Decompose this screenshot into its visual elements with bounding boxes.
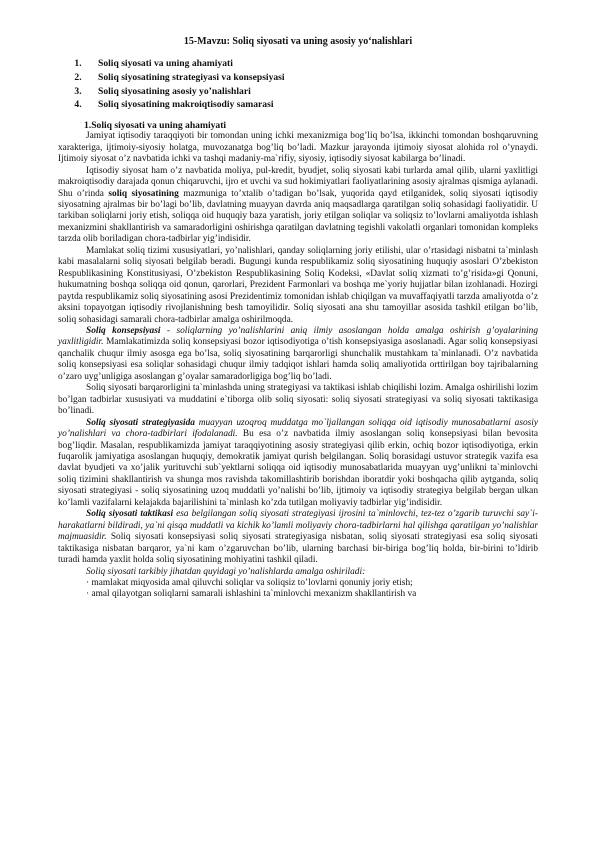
paragraph-3: Mamlakat soliq tizimi xususiyatlari, yo’nalishlari, qanday soliqlarning joriy etilishi, ular o’rtasidagi nisbatni ta`minlash kabi masalalarni soliq siyosati belgilab beradi. Bugungi kunda respublikamiz soliq siyosatining huquqiy asoslari O’zbekiston Respublikasining Konstitusiyasi, O’zbekiston Respublikasining Soliq Kodeksi, «Davlat soliq xizmati to’g’risida»gi Qonuni, hukumatning boshqa soliqqa oid qonun, qarorlari, Prezident Farmonlari va boshqa me`yoriy hujjatlar bilan izohlanadi. Hozirgi paytda respublikamiz soliq siyosatining asosi Prezidentimiz tomonidan ishlab chiqilgan va muvaffaqiyatli tarzda amaliyotda o’z aksini topayotgan iqtisodiy rivojlanishning besh tamoyilidir. Soliq siyosati ana shu tamoyillar asosida tashkil etilgan bo’lib, soliq sohasidagi samarali chora-tadbirlar amalga oshirilmoqda.	[58, 245, 538, 325]
section-heading: 1.Soliq siyosati va uning ahamiyati	[84, 119, 227, 131]
paragraph-6	[58, 418, 538, 510]
bullet-item: · mamlakat miqyosida amal qiluvchi soliqlar va soliqsiz to’lovlarni qonuniy joriy etish;	[86, 577, 413, 588]
paragraph-8: Soliq siyosati tarkibiy jihatdan quyidagi yo’nalishlarda amalga oshiriladi:	[86, 566, 366, 577]
outline-item: 4. Soliq siyosatining makroiqtisodiy samarasi	[84, 98, 538, 112]
topic-outline	[58, 57, 538, 111]
definition-soliq-konsepsiyasi: - soliqlarning yo’nalishlarini aniq ilmiy asoslangan holda amalga oshirish g’oyalarining yaxlitligidir.	[58, 325, 538, 348]
outline-item: 1. Soliq siyosati va uning ahamiyati	[84, 57, 538, 71]
definition-taktika: esa belgilangan soliq siyosati strategiyasi ijrosini ta`minlovchi, tez-tez o’zgarib turuvchi say`i-harakatlarni bildiradi, ya`ni qisqa muddatli va kichik ko’lamli moliyaviy chora-tadbirlarni hal qilishga qaratilgan yo’nalishlar majmuasidir.	[58, 509, 538, 543]
paragraph-2-term: soliq siyosatining	[108, 188, 179, 199]
paragraph-2-text-a: Iqtisodiy siyosat ham o’z navbatida moliya, pul-kredit, byudjet, soliq siyosati kabi turlarda amal qilib, ularni yaxlitligi makroiqtisodiy darajada qonun chiqaruvchi, ijro et uvchi va sud hokimiyatlari faoliyatlarining asosiy ajralmas qismiga aylanadi. Shu o’rinda	[58, 165, 538, 199]
document-page	[58, 36, 538, 601]
paragraph-2-text-b: mazmuniga to’xtalib o’tadigan bo’lsak, yuqorida qayd etilganidek, soliq siyosati iqtisodiy siyosatning ajralmas bir bo’lagi bo’lib, davlatning muayyan davrda aniq maqsadlarga qaratilgan soliq sohasidagi faoliyatidir. U tarkiban soliqlarni joriy etish, soliqqa oid huquqiy baza yaratish, joriy etilgan soliqlar va soliqsiz to’lovlarni amaliyotda ishlash mexanizmini shakllantirish va samaradorligini oshirishga qaratilgan davlatning tegishli vakolatli organlari tomonidan kompleks tarzda olib boriladigan chora-tadbirlar yig’indisidir.	[58, 188, 538, 245]
paragraph-1: Jamiyat iqtisodiy taraqqiyoti bir tomondan uning ichki mexanizmiga bog’liq bo’lsa, ikkinchi tomondan boshqaruvning xarakteriga, ijtimoiy-siyosiy holatga, muvozanatga bog’liq bo’ladi. Mazkur jarayonda ijtimoiy siyosat alohida rol o’ynaydi. Ijtimoiy siyosat o’z navbatida ichki va tashqi madaniy-ma`rifiy, siyosiy, iqtisodiy siyosat kabilarga bo’linadi.	[58, 131, 538, 165]
paragraph-6-text: Bu esa o’z navbatida ilmiy asoslangan soliq konsepsiyasi bilan bevosita bog’liqdir. Masalan, respublikamizda jamiyat taraqqiyotining asosiy strategiyasi qilib erkin, ochiq bozor iqtisodiyotiga, erkin fuqarolik jamiyatiga asoslangan huquqiy, demokratik jamiyat qurish belgilangan. Soliq borasidagi ustuvor strategik vazifa esa davlat byudjeti va xo’jalik yurituvchi sub`yektlarni soliqqa oid iqtisodiy munosabatlarida muayyan uyg’unlikni ta`minlovchi soliq tizimini shakllantirish va shunga mos ravishda takomillashtirib borishdan iboratdir yoki boshqacha qilib aytganda, soliq siyosati strategiyasi - soliq siyosatining uzoq muddatli yo’nalishi bo’lib, ijtimoiy va iqtisodiy strategiya belgilab bergan ulkan ko’lamli vazifalarni kelajakda bajarilishini ta`minlash ko’zda tutilgan moliyaviy tadbirlar yig’indisidir.	[58, 429, 539, 508]
term-strategiya: Soliq siyosati strategiyasida	[86, 417, 195, 428]
paragraph-5: Soliq siyosati barqarorligini ta`minlashda uning strategiyasi va taktikasi ishlab chiqilishi lozim. Amalga oshirilishi lozim bo’lgan tadbirlar xususiyati va muddatini e`tiborga olib soliq siyosati: soliq siyosati strategiyasi va soliq siyosati taktikasiga bo’linadi.	[58, 383, 538, 417]
paragraph-4	[58, 326, 538, 383]
definition-strategiya: muayyan uzoqroq muddatga mo`ljallangan soliqqa oid iqtisodiy munosabatlarni asosiy yo’nalishlari va chora-tadbirlari ifodalanadi.	[58, 417, 539, 440]
term-taktika: Soliq siyosati taktikasi	[86, 509, 174, 520]
bullet-item: · amal qilayotgan soliqlarni samarali ishlashini ta`minlovchi mexanizm shakllantirish va	[86, 589, 417, 600]
term-soliq-konsepsiyasi: Soliq konsepsiyasi	[86, 325, 161, 336]
paragraph-7-text: Soliq siyosati konsepsiyasi soliq siyosati strategiyasiga nisbatan, soliq siyosati strategiyasi esa soliq siyosati taktikasiga nisbatan barqaror, ya`ni kam o’zgaruvchan bo’lib, ularning barchasi bir-biriga bog’liq holda, bir-birini to’ldirib turadi hamda yaxlit holda soliq siyosatining mohiyatini tashkil qiladi.	[58, 532, 538, 566]
paragraph-4-text: Mamlakatimizda soliq konsepsiyasi bozor iqtisodiyotiga o’tish konsepsiyasiga asoslanadi. Agar soliq konsepsiyasi qanchalik chuqur ilmiy asosga ega bo’lsa, soliq siyosatining barqarorligi shunchalik mustahkam ta`minlanadi. O’z navbatida soliq konsepsiyasi esa soliqlar sohasidagi chuqur ilmiy tadqiqot ishlari hamda soliq amaliyotida orttirilgan boy tajribalarning o’zaro uyg’unligiga asoslangan g’oyalar samaradorligiga bog’liq bo’ladi.	[58, 337, 538, 382]
outline-item: 2. Soliq siyosatining strategiyasi va konsepsiyasi	[84, 71, 538, 85]
page-title: 15-Mavzu: Soliq siyosati va uning asosiy yo‘nalishlari	[183, 36, 413, 47]
outline-item: 3. Soliq siyosatining asosiy yo’nalishlari	[84, 85, 538, 99]
paragraph-2	[58, 166, 538, 246]
paragraph-7	[58, 509, 538, 566]
